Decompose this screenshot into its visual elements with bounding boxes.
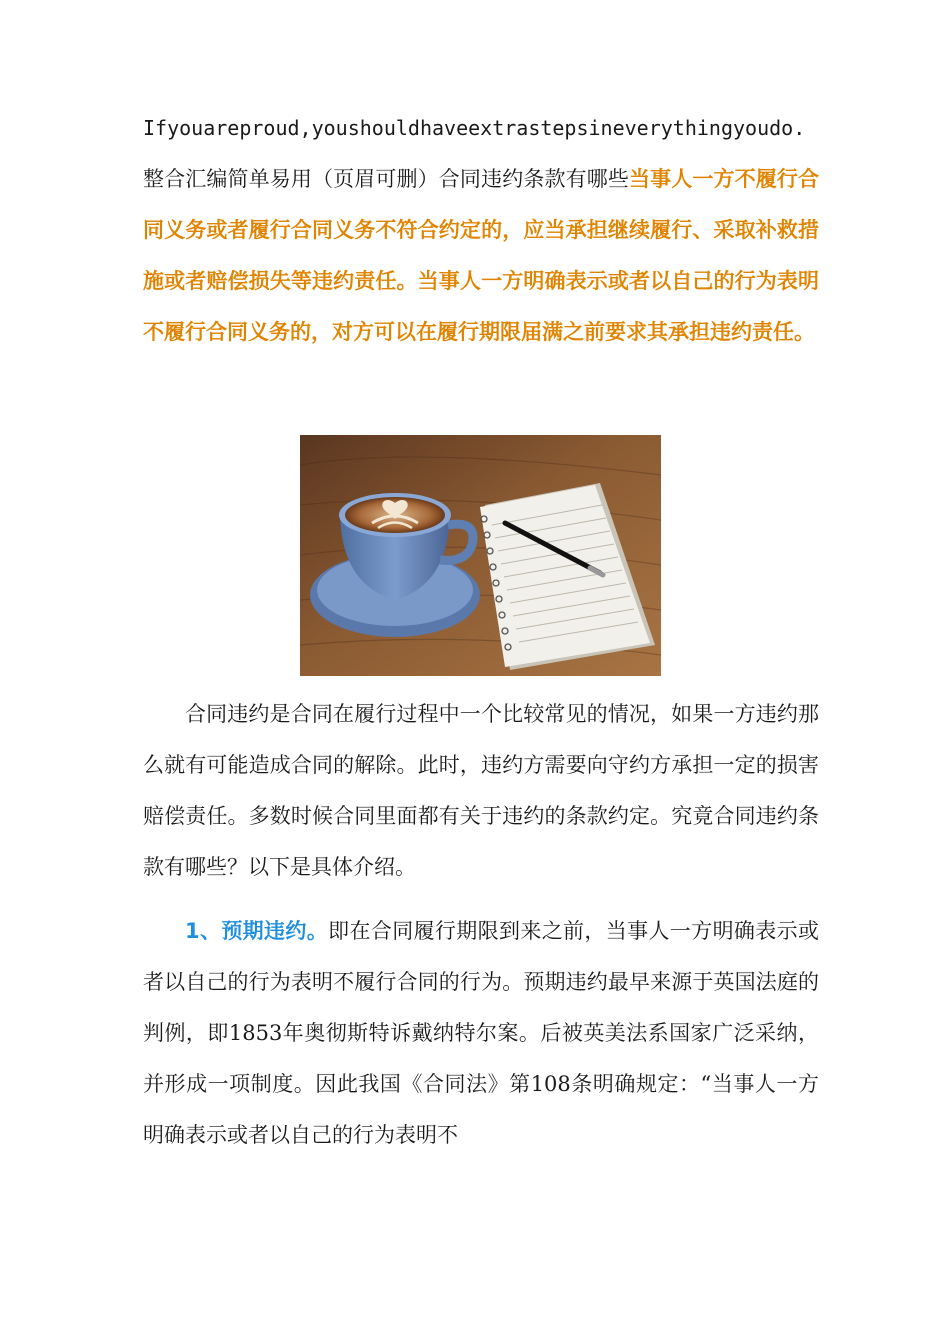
body-paragraph-2: [143, 906, 819, 1161]
intro-plain-text: 整合汇编简单易用（页眉可删）合同违约条款有哪些: [143, 167, 629, 191]
intro-paragraph: [143, 103, 819, 358]
intro-highlight-text: 当事人一方不履行合同义务或者履行合同义务不符合约定的，应当承担继续履行、采取补救措施或者赔偿损失等违约责任。当事人一方明确表示或者以自己的行为表明不履行合同义务的，对方可以在履行期限届满之前要求其承担违约责任。: [143, 167, 820, 344]
section-body-text: 即在合同履行期限到来之前，当事人一方明确表示或者以自己的行为表明不履行合同的行为。预期违约最早来源于英国法庭的判例，即1853年奥彻斯特诉戴纳特尔案。后被英美法系国家广泛采纳，并形成一项制度。因此我国《合同法》第108条明确规定：“当事人一方明确表示或者以自己的行为表明不: [143, 919, 819, 1147]
coffee-notebook-photo: [300, 435, 661, 676]
section-heading-anticipatory-breach: 1、预期违约。: [185, 919, 329, 943]
header-english-line: Ifyouareproud,youshouldhaveextrastepsineverythingyoudo.: [143, 116, 806, 140]
body-paragraph-1: 合同违约是合同在履行过程中一个比较常见的情况，如果一方违约那么就有可能造成合同的解除。此时，违约方需要向守约方承担一定的损害赔偿责任。多数时候合同里面都有关于违约的条款约定。究竟合同违约条款有哪些？以下是具体介绍。: [143, 702, 819, 879]
